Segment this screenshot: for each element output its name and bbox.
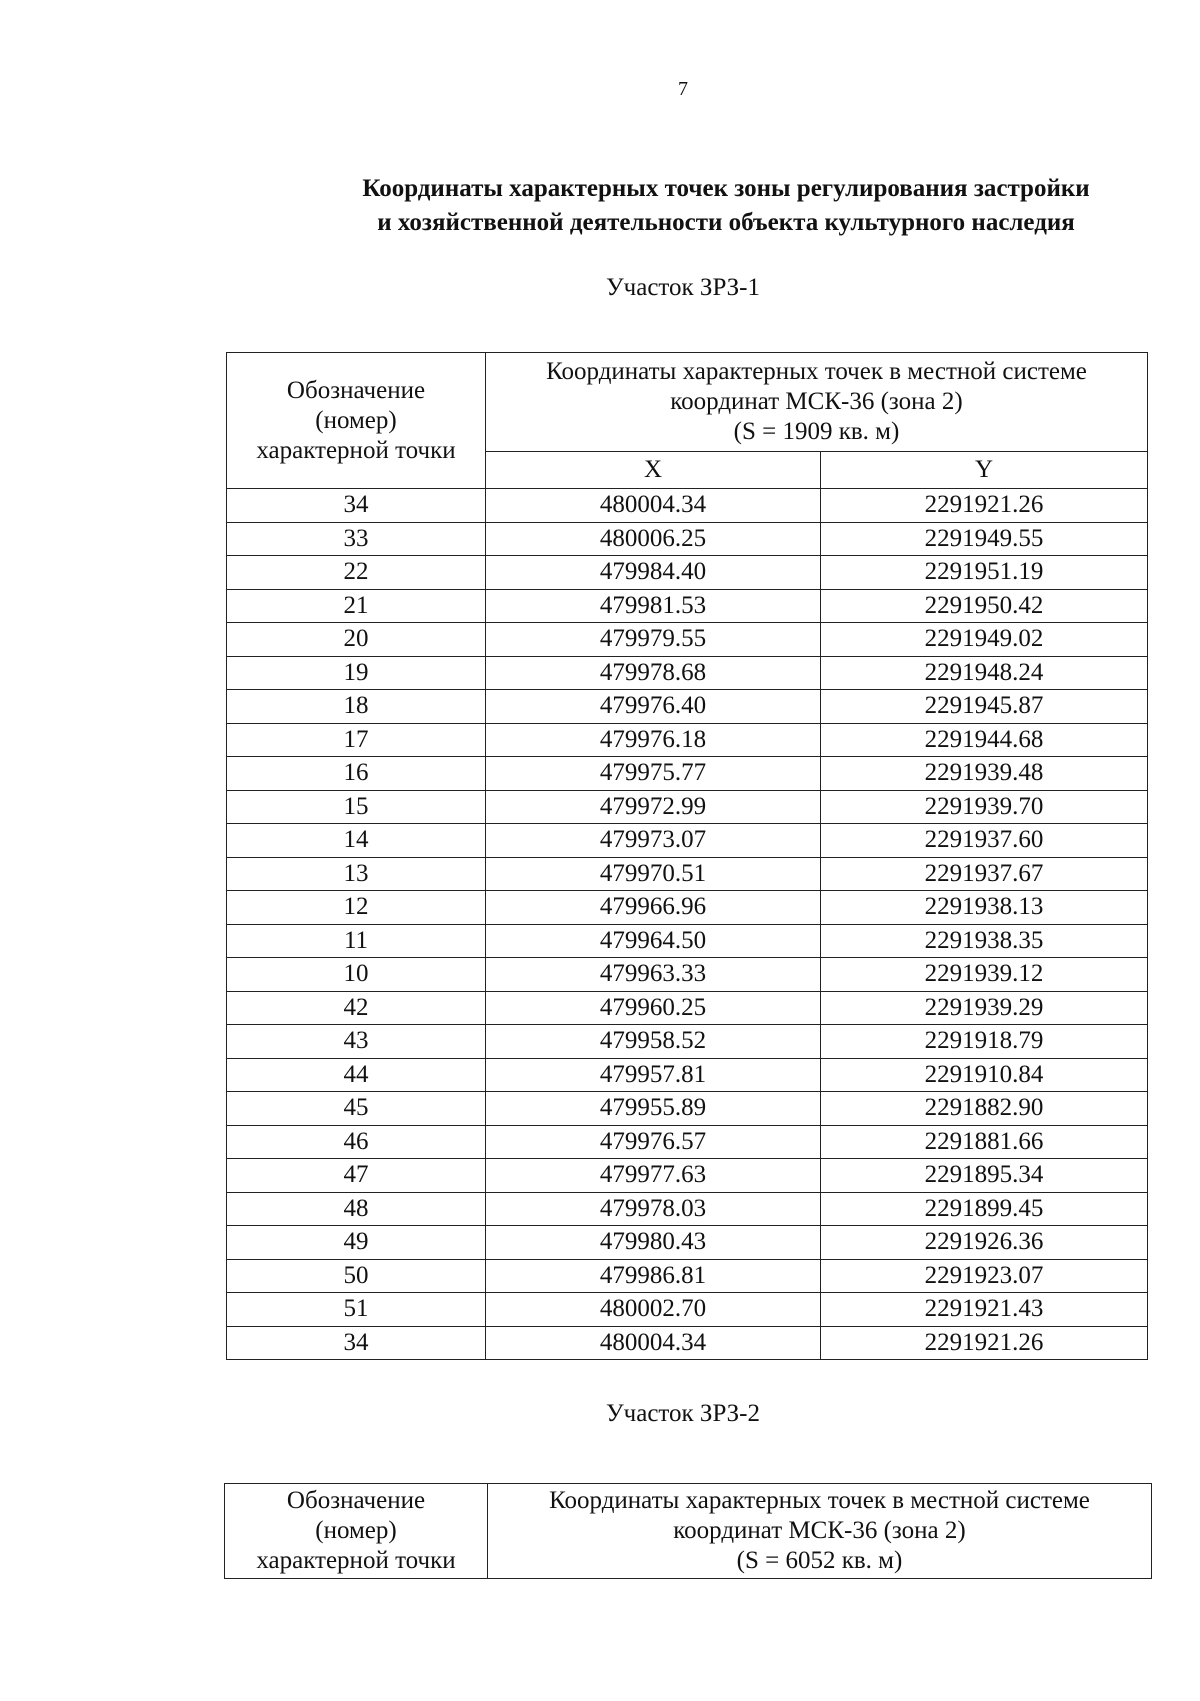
point-number-cell: 42 — [227, 991, 486, 1025]
y-coordinate-cell: 2291937.60 — [821, 824, 1148, 858]
y-coordinate-cell: 2291944.68 — [821, 723, 1148, 757]
table-row — [227, 1293, 1148, 1327]
table-row — [227, 924, 1148, 958]
table-row — [227, 522, 1148, 556]
x-coordinate-cell: 479964.50 — [486, 924, 821, 958]
x-coordinate-cell: 480004.34 — [486, 489, 821, 523]
point-number-cell: 45 — [227, 1092, 486, 1126]
x-coordinate-cell: 479960.25 — [486, 991, 821, 1025]
header-point-designation — [225, 1484, 488, 1579]
x-coordinate-cell: 479966.96 — [486, 891, 821, 925]
header-coords-line: координат МСК-36 (зона 2) — [670, 388, 963, 415]
header-coords-line: (S = 1909 кв. м) — [733, 418, 900, 445]
point-number-cell: 18 — [227, 690, 486, 724]
x-coordinate-cell: 479958.52 — [486, 1025, 821, 1059]
point-number-cell: 33 — [227, 522, 486, 556]
x-coordinate-cell: 479973.07 — [486, 824, 821, 858]
point-number-cell: 51 — [227, 1293, 486, 1327]
header-x: X — [486, 452, 821, 489]
y-coordinate-cell: 2291921.26 — [821, 1326, 1148, 1360]
table-row — [227, 556, 1148, 590]
header-point-line: Обозначение — [286, 1487, 426, 1514]
point-number-cell: 46 — [227, 1125, 486, 1159]
table-row — [227, 1159, 1148, 1193]
title-line-2: и хозяйственной деятельности объекта культурного наследия — [377, 209, 1075, 236]
y-coordinate-cell: 2291882.90 — [821, 1092, 1148, 1126]
point-number-cell: 10 — [227, 958, 486, 992]
table-row — [227, 958, 1148, 992]
y-coordinate-cell: 2291939.48 — [821, 757, 1148, 791]
header-coords-line: (S = 6052 кв. м) — [736, 1547, 903, 1574]
y-coordinate-cell: 2291948.24 — [821, 656, 1148, 690]
table-row — [227, 1326, 1148, 1360]
x-coordinate-cell: 479980.43 — [486, 1226, 821, 1260]
point-number-cell: 50 — [227, 1259, 486, 1293]
table-row — [227, 1058, 1148, 1092]
document-title — [226, 172, 1200, 240]
x-coordinate-cell: 479955.89 — [486, 1092, 821, 1126]
point-number-cell: 47 — [227, 1159, 486, 1193]
table-row — [227, 991, 1148, 1025]
point-number-cell: 19 — [227, 656, 486, 690]
x-coordinate-cell: 479984.40 — [486, 556, 821, 590]
point-number-cell: 44 — [227, 1058, 486, 1092]
header-coordinates — [488, 1484, 1152, 1579]
header-coords-line: Координаты характерных точек в местной системе — [549, 1487, 1090, 1514]
header-coords-line: координат МСК-36 (зона 2) — [673, 1517, 966, 1544]
x-coordinate-cell: 479986.81 — [486, 1259, 821, 1293]
point-number-cell: 13 — [227, 857, 486, 891]
point-number-cell: 16 — [227, 757, 486, 791]
table-row — [227, 1259, 1148, 1293]
table-row — [227, 1092, 1148, 1126]
y-coordinate-cell: 2291939.29 — [821, 991, 1148, 1025]
x-coordinate-cell: 479976.57 — [486, 1125, 821, 1159]
header-point-line: Обозначение — [286, 376, 426, 404]
x-coordinate-cell: 480006.25 — [486, 522, 821, 556]
header-point-line: (номер) — [315, 406, 397, 434]
table-row — [227, 623, 1148, 657]
x-coordinate-cell: 479970.51 — [486, 857, 821, 891]
y-coordinate-cell: 2291899.45 — [821, 1192, 1148, 1226]
table-row — [227, 757, 1148, 791]
x-coordinate-cell: 479976.18 — [486, 723, 821, 757]
table-row — [227, 824, 1148, 858]
y-coordinate-cell: 2291949.55 — [821, 522, 1148, 556]
y-coordinate-cell: 2291938.35 — [821, 924, 1148, 958]
y-coordinate-cell: 2291949.02 — [821, 623, 1148, 657]
y-coordinate-cell: 2291921.26 — [821, 489, 1148, 523]
point-number-cell: 20 — [227, 623, 486, 657]
table-row — [227, 1125, 1148, 1159]
y-coordinate-cell: 2291881.66 — [821, 1125, 1148, 1159]
table-row — [227, 723, 1148, 757]
title-line-1: Координаты характерных точек зоны регулирования застройки — [362, 175, 1090, 202]
section-label-zrz-1: Участок ЗРЗ-1 — [605, 274, 761, 301]
x-coordinate-cell: 479976.40 — [486, 690, 821, 724]
point-number-cell: 14 — [227, 824, 486, 858]
x-coordinate-cell: 480002.70 — [486, 1293, 821, 1327]
table-row — [227, 891, 1148, 925]
point-number-cell: 34 — [227, 489, 486, 523]
section-label-zrz-2: Участок ЗРЗ-2 — [605, 1400, 761, 1427]
x-coordinate-cell: 479977.63 — [486, 1159, 821, 1193]
point-number-cell: 49 — [227, 1226, 486, 1260]
y-coordinate-cell: 2291926.36 — [821, 1226, 1148, 1260]
x-coordinate-cell: 479972.99 — [486, 790, 821, 824]
coordinates-table-zrz-1 — [226, 352, 1148, 1360]
point-number-cell: 22 — [227, 556, 486, 590]
page-number: 7 — [678, 78, 688, 100]
header-coords-line: Координаты характерных точек в местной системе — [546, 358, 1087, 385]
x-coordinate-cell: 479957.81 — [486, 1058, 821, 1092]
table-row — [227, 790, 1148, 824]
y-coordinate-cell: 2291950.42 — [821, 589, 1148, 623]
table-row — [227, 1226, 1148, 1260]
table-row — [227, 1025, 1148, 1059]
y-coordinate-cell: 2291945.87 — [821, 690, 1148, 724]
x-coordinate-cell: 479978.03 — [486, 1192, 821, 1226]
table-row — [227, 857, 1148, 891]
header-y: Y — [821, 452, 1148, 489]
x-coordinate-cell: 479981.53 — [486, 589, 821, 623]
x-coordinate-cell: 479975.77 — [486, 757, 821, 791]
header-point-line: (номер) — [315, 1517, 397, 1544]
x-coordinate-cell: 479963.33 — [486, 958, 821, 992]
table-row — [227, 690, 1148, 724]
y-coordinate-cell: 2291918.79 — [821, 1025, 1148, 1059]
x-coordinate-cell: 479978.68 — [486, 656, 821, 690]
point-number-cell: 11 — [227, 924, 486, 958]
point-number-cell: 21 — [227, 589, 486, 623]
point-number-cell: 48 — [227, 1192, 486, 1226]
table-row — [227, 1192, 1148, 1226]
point-number-cell: 12 — [227, 891, 486, 925]
y-coordinate-cell: 2291923.07 — [821, 1259, 1148, 1293]
x-coordinate-cell: 480004.34 — [486, 1326, 821, 1360]
y-coordinate-cell: 2291951.19 — [821, 556, 1148, 590]
y-coordinate-cell: 2291939.12 — [821, 958, 1148, 992]
y-coordinate-cell: 2291910.84 — [821, 1058, 1148, 1092]
header-coordinates — [486, 353, 1148, 452]
coordinates-table-zrz-2 — [224, 1483, 1152, 1579]
x-coordinate-cell: 479979.55 — [486, 623, 821, 657]
point-number-cell: 17 — [227, 723, 486, 757]
y-coordinate-cell: 2291937.67 — [821, 857, 1148, 891]
table-row — [227, 656, 1148, 690]
header-point-designation — [227, 353, 486, 489]
point-number-cell: 15 — [227, 790, 486, 824]
header-point-line: характерной точки — [256, 436, 456, 464]
table-row — [227, 589, 1148, 623]
point-number-cell: 43 — [227, 1025, 486, 1059]
y-coordinate-cell: 2291921.43 — [821, 1293, 1148, 1327]
point-number-cell: 34 — [227, 1326, 486, 1360]
y-coordinate-cell: 2291938.13 — [821, 891, 1148, 925]
table-row — [227, 489, 1148, 523]
header-point-line: характерной точки — [256, 1547, 456, 1574]
y-coordinate-cell: 2291939.70 — [821, 790, 1148, 824]
y-coordinate-cell: 2291895.34 — [821, 1159, 1148, 1193]
